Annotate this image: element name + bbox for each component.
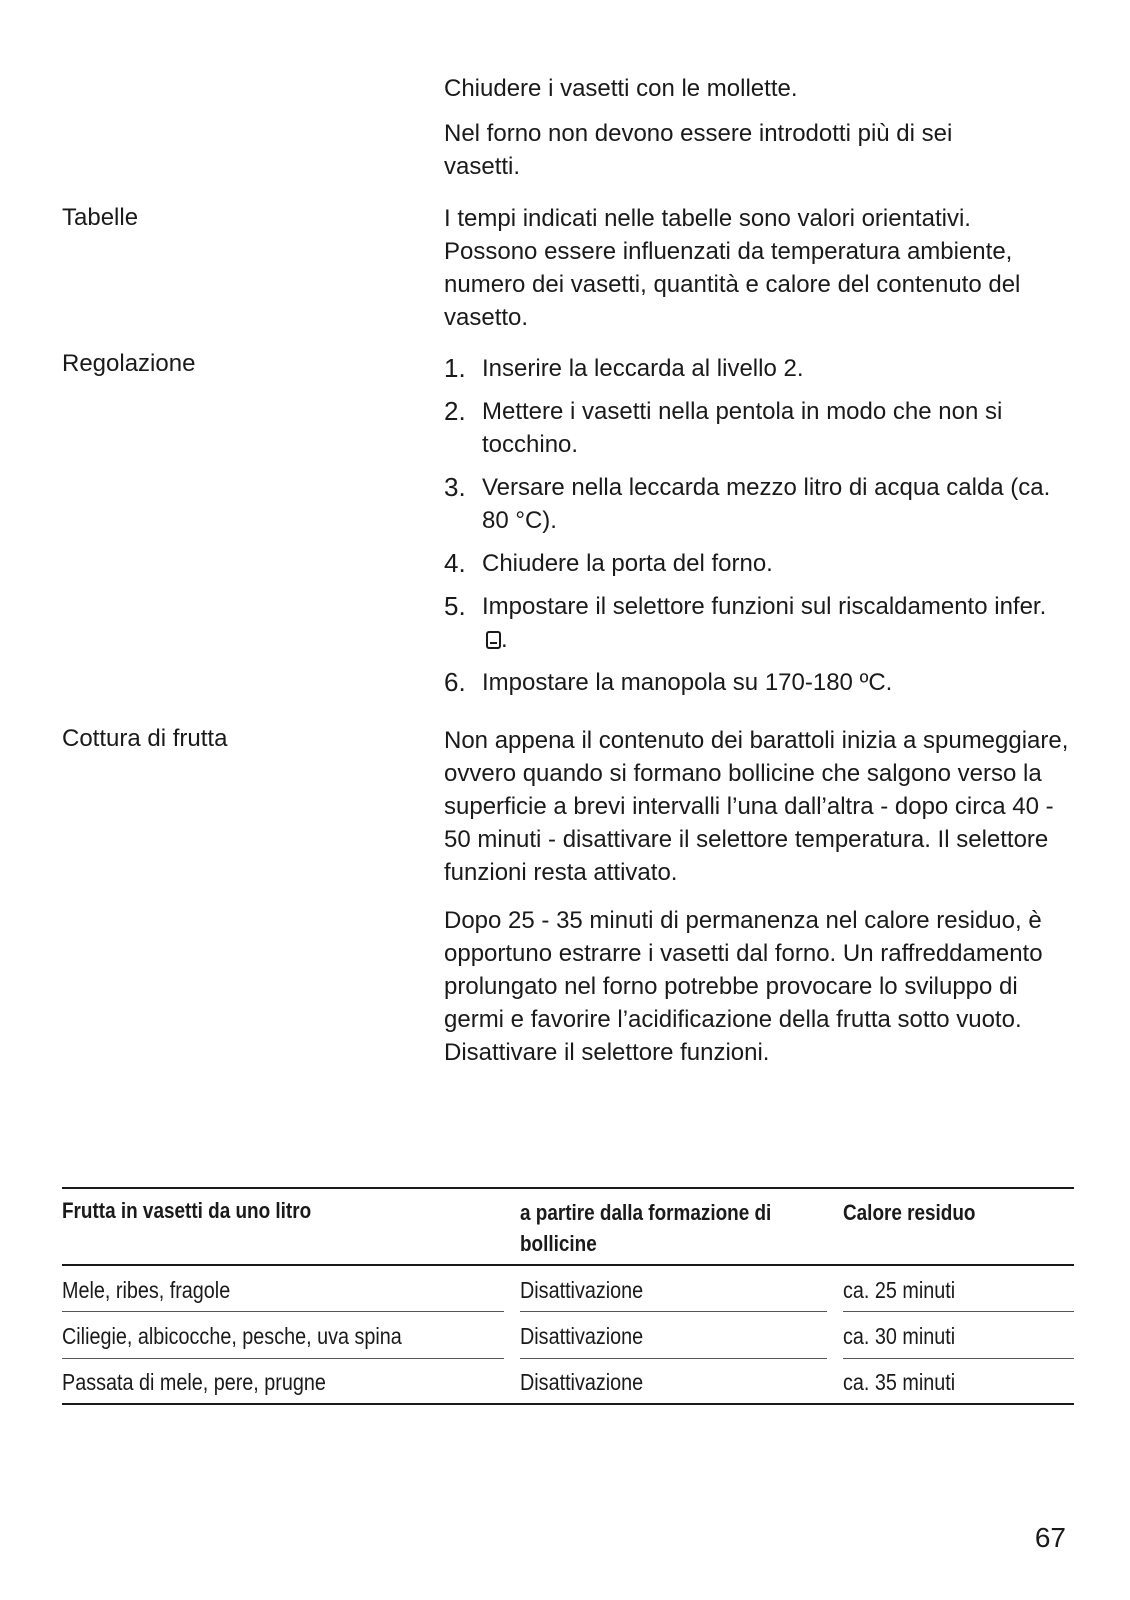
intro-paragraph-2: Nel forno non devono essere introdotti più di sei vasetti. xyxy=(444,120,953,180)
table-cell: ca. 35 minuti xyxy=(843,1369,956,1395)
step-text: Chiudere la porta del forno. xyxy=(482,550,773,577)
tabelle-text xyxy=(444,202,1064,334)
table-cell: Ciliegie, albicocche, pesche, uva spina xyxy=(62,1323,402,1349)
step-1 xyxy=(444,352,1084,385)
step-text: Impostare la manopola su 170-180 ºC. xyxy=(482,669,893,696)
step-2 xyxy=(444,395,1062,461)
step-text: Mettere i vasetti nella pentola in modo che non si tocchino. xyxy=(482,398,1003,458)
step-number: 1. xyxy=(444,353,466,383)
section-heading-tabelle: Tabelle xyxy=(62,204,139,231)
table-top-rule xyxy=(62,1187,1074,1189)
section-heading-regolazione: Regolazione xyxy=(62,350,196,377)
step-number: 5. xyxy=(444,591,466,621)
table-header-fruit: Frutta in vasetti da uno litro xyxy=(62,1198,312,1223)
step-6 xyxy=(444,666,1084,699)
row-rule xyxy=(62,1311,504,1312)
table-cell: ca. 30 minuti xyxy=(843,1323,956,1349)
intro-paragraph-1: Chiudere i vasetti con le mollette. xyxy=(444,75,798,102)
row-rule xyxy=(520,1358,827,1359)
step-number: 6. xyxy=(444,667,466,697)
cottura-paragraph-1: Non appena il contenuto dei barattoli inizia a spumeggiare, ovvero quando si formano bollicine che salgono verso la superficie a brevi intervalli l’una dall’altra - dopo circa 40 - 50 minuti - disattivare il selettore temperatura. Il selettore funzioni resta attivato. xyxy=(444,727,1069,886)
table-cell: Disattivazione xyxy=(520,1323,644,1349)
section-heading-cottura: Cottura di frutta xyxy=(62,725,228,752)
row-rule xyxy=(62,1358,504,1359)
step-number: 2. xyxy=(444,396,466,426)
table-header-residual-heat: Calore residuo xyxy=(843,1200,976,1225)
table-cell: Mele, ribes, fragole xyxy=(62,1277,231,1303)
step-text: Impostare il selettore funzioni sul riscaldamento infer. xyxy=(482,593,1047,620)
table-bottom-rule xyxy=(62,1403,1074,1405)
step-text: Inserire la leccarda al livello 2. xyxy=(482,355,804,382)
step-number: 3. xyxy=(444,472,466,502)
step-number: 4. xyxy=(444,548,466,578)
row-rule xyxy=(520,1311,827,1312)
row-rule xyxy=(843,1358,1074,1359)
cottura-paragraph-2: Dopo 25 - 35 minuti di permanenza nel calore residuo, è opportuno estrarre i vasetti dal forno. Un raffreddamento prolungato nel forno potrebbe provocare lo sviluppo di germi e favorire l’acidificazione della frutta sotto vuoto. Disattivare il selettore funzioni. xyxy=(444,907,1043,1066)
tabelle-paragraph: I tempi indicati nelle tabelle sono valori orientativi. Possono essere influenzati da temperatura ambiente, numero dei vasetti, quantità e calore del contenuto del vasetto. xyxy=(444,205,1021,331)
step-3 xyxy=(444,471,1082,537)
step-text: Versare nella leccarda mezzo litro di acqua calda (ca. 80 °C). xyxy=(482,474,1051,534)
table-cell: Disattivazione xyxy=(520,1369,644,1395)
bottom-heat-icon xyxy=(486,631,501,649)
step-5: 5. Impostare il selettore funzioni sul riscaldamento infer.. xyxy=(444,591,1047,653)
regolazione-steps xyxy=(444,352,1084,709)
step-4 xyxy=(444,547,1084,580)
table-header-rule xyxy=(62,1264,1074,1266)
cottura-text xyxy=(444,724,1074,1069)
page-number: 67 xyxy=(1034,1522,1066,1553)
table-cell: Passata di mele, pere, prugne xyxy=(62,1369,326,1395)
row-rule xyxy=(843,1311,1074,1312)
table-header-from-bubbles: a partire dalla formazione di bollicine xyxy=(520,1200,772,1256)
table-cell: Disattivazione xyxy=(520,1277,644,1303)
table-cell: ca. 25 minuti xyxy=(843,1277,956,1303)
intro-text xyxy=(444,72,1084,183)
